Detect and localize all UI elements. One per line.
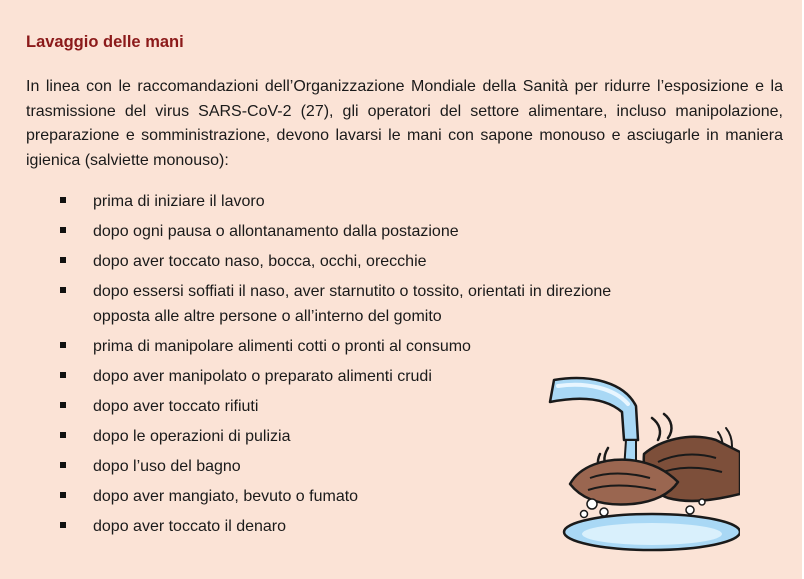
- intro-paragraph: In linea con le raccomandazioni dell’Organizzazione Mondiale della Sanità per ridurre l’esposizione e la trasmissione del virus SARS-CoV-2 (27), gli operatori del settore alimentare, incluso manipolazione, preparazione e somministrazione, devono lavarsi le mani con sapone monouso e asciugarle in maniera igienica (salviette monouso):: [26, 78, 783, 169]
- bullet-list: [60, 189, 611, 544]
- list-item-text: dopo essersi soffiati il naso, aver starnutito o tossito, orientati in direzione: [93, 283, 612, 300]
- bullet-square-icon: [60, 197, 66, 203]
- list-item: [60, 514, 611, 539]
- list-item-text: prima di manipolare alimenti cotti o pronti al consumo: [93, 338, 471, 355]
- bullet-square-icon: [60, 257, 66, 263]
- list-item-text: dopo le operazioni di pulizia: [93, 428, 291, 445]
- bullet-square-icon: [60, 372, 66, 378]
- list-item: [60, 484, 611, 509]
- bullet-square-icon: [60, 492, 66, 498]
- list-item: [60, 394, 611, 419]
- section-title: Lavaggio delle mani: [26, 33, 184, 51]
- list-item-text: dopo aver toccato naso, bocca, occhi, orecchie: [93, 253, 427, 270]
- list-item-text: dopo aver mangiato, bevuto o fumato: [93, 488, 359, 505]
- list-item: [60, 249, 611, 274]
- list-item: [60, 189, 611, 214]
- list-item-text: dopo aver toccato rifiuti: [93, 398, 259, 415]
- list-item-text: dopo aver toccato il denaro: [93, 518, 287, 535]
- bullet-square-icon: [60, 432, 66, 438]
- bullet-square-icon: [60, 287, 66, 293]
- list-item: [60, 279, 611, 329]
- hand-washing-under-faucet-icon: [540, 362, 740, 554]
- bullet-square-icon: [60, 342, 66, 348]
- list-item: [60, 454, 611, 479]
- list-item-text: dopo aver manipolato o preparato alimenti crudi: [93, 368, 432, 385]
- list-item-text: dopo l’uso del bagno: [93, 458, 241, 475]
- list-item: [60, 334, 611, 359]
- list-item: [60, 364, 611, 389]
- bullet-square-icon: [60, 402, 66, 408]
- list-item-text: prima di iniziare il lavoro: [93, 193, 265, 210]
- bullet-square-icon: [60, 462, 66, 468]
- bullet-square-icon: [60, 522, 66, 528]
- list-item: [60, 424, 611, 449]
- bullet-square-icon: [60, 227, 66, 233]
- list-item-text: dopo ogni pausa o allontanamento dalla postazione: [93, 223, 459, 240]
- list-item: [60, 219, 611, 244]
- list-item-text-continuation: opposta alle altre persone o all’interno del gomito: [93, 308, 442, 325]
